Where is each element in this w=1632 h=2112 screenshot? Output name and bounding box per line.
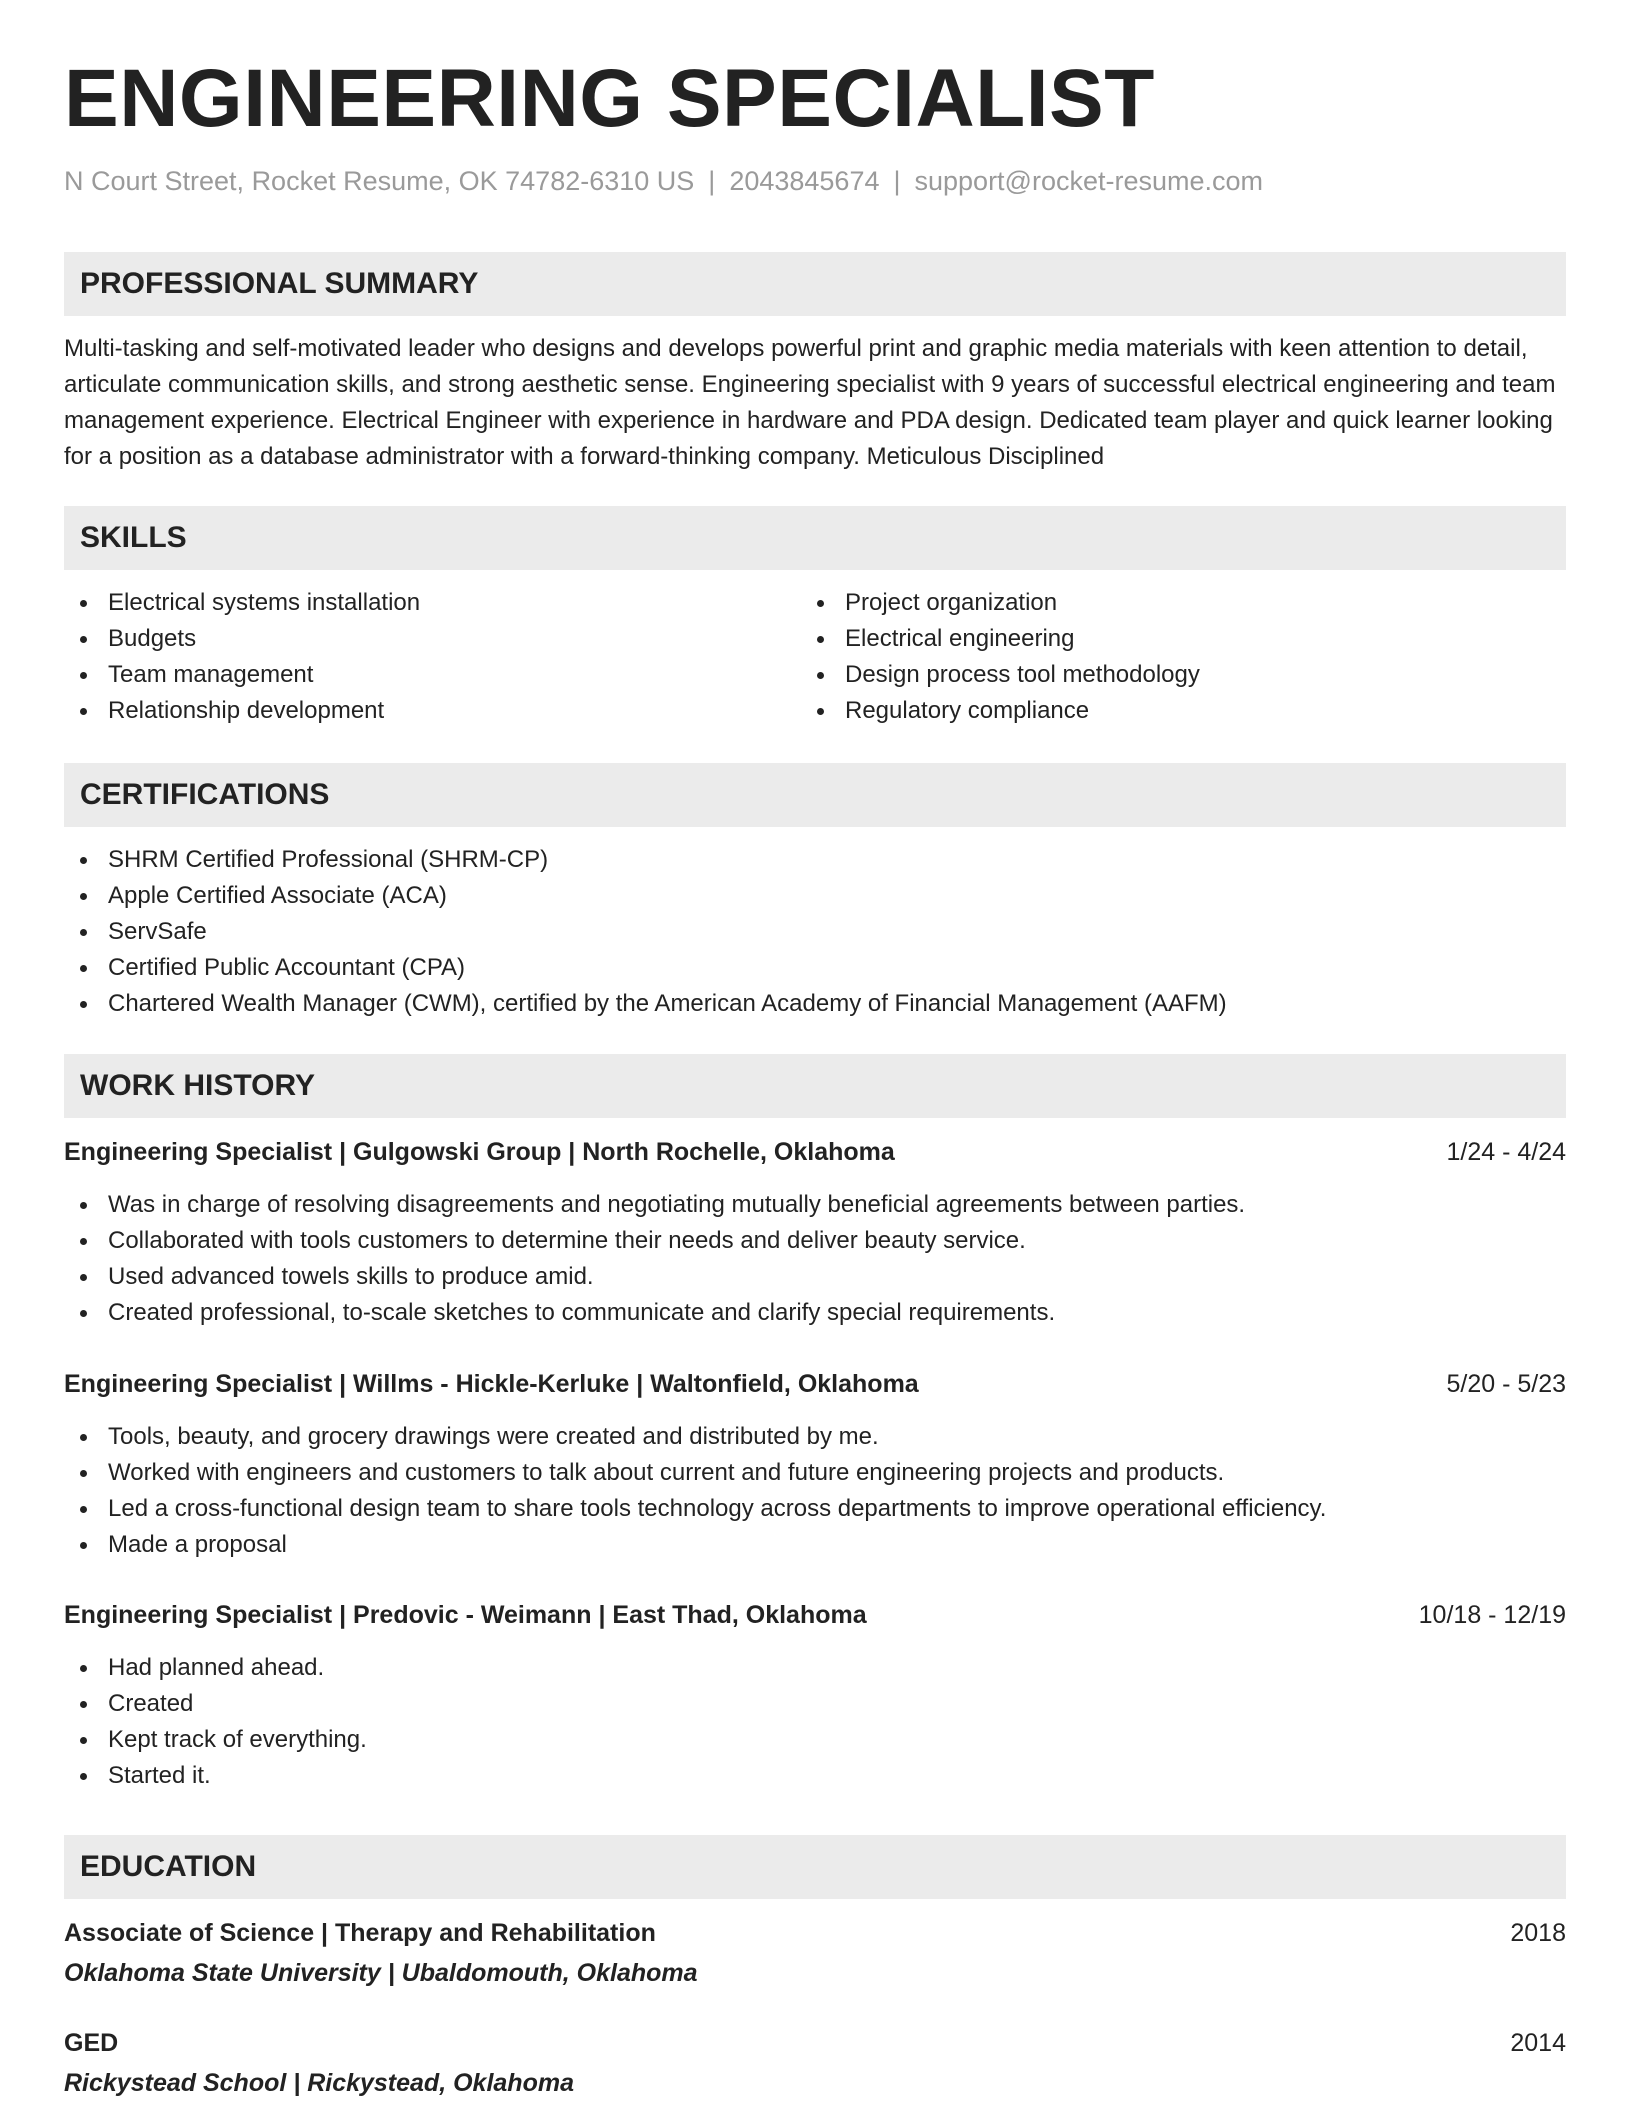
school-name: Rickystead School | Rickystead, Oklahoma: [64, 2069, 574, 2097]
summary-text: Multi-tasking and self-motivated leader who designs and develops powerful print and graphic media materials with keen attention to detail, articulate communication skills, and strong aesthetic sense. Engineering specialist with 9 years of successful electrical engineering and team management experience. Electrical Engineer with experience in hardware and PDA design. Dedicated team player and quick learner looking for a position as a database administrator with a forward-thinking company. Meticulous Disciplined: [64, 335, 1556, 470]
contact-email: support@rocket-resume.com: [914, 166, 1264, 196]
job-title: Engineering Specialist | Willms - Hickle-Kerluke | Waltonfield, Oklahoma: [64, 1370, 919, 1398]
degree-year: 2014: [1510, 2029, 1566, 2057]
school-name: Oklahoma State University | Ubaldomouth, Oklahoma: [64, 1959, 698, 1987]
job-bullets: [64, 1419, 1326, 1563]
job-bullets: [64, 1650, 367, 1794]
section-title: CERTIFICATIONS: [80, 778, 330, 811]
contact-phone: 2043845674: [729, 166, 880, 196]
contact-separator: |: [893, 166, 901, 196]
contact-line: [64, 168, 1263, 195]
skill-item: Relationship development: [64, 693, 420, 729]
skill-item: Team management: [64, 657, 420, 693]
section-header-skills: [64, 506, 1566, 570]
certification-item: Apple Certified Associate (ACA): [64, 878, 1227, 914]
section-header-work-history: [64, 1054, 1566, 1118]
degree-year: 2018: [1510, 1919, 1566, 1947]
job-bullet: Used advanced towels skills to produce amid.: [64, 1259, 1245, 1295]
contact-address: N Court Street, Rocket Resume, OK 74782-6310 US: [64, 166, 695, 196]
job-title: Engineering Specialist | Gulgowski Group | North Rochelle, Oklahoma: [64, 1138, 895, 1166]
section-title: SKILLS: [80, 521, 187, 554]
section-header-summary: [64, 252, 1566, 316]
skill-item: Electrical engineering: [801, 621, 1200, 657]
certification-item: Certified Public Accountant (CPA): [64, 950, 1227, 986]
job-bullet: Had planned ahead.: [64, 1650, 367, 1686]
candidate-name: ENGINEERING SPECIALIST: [64, 53, 1155, 144]
degree-title: GED: [64, 2029, 119, 2057]
job-bullet: Made a proposal: [64, 1527, 1326, 1563]
certifications-list: [64, 842, 1227, 1022]
skills-list-right: [801, 585, 1200, 729]
job-bullet: Started it.: [64, 1758, 367, 1794]
job-bullet: Was in charge of resolving disagreements and negotiating mutually beneficial agreements between parties.: [64, 1187, 1245, 1223]
job-title: Engineering Specialist | Predovic - Weimann | East Thad, Oklahoma: [64, 1601, 867, 1629]
certification-item: ServSafe: [64, 914, 1227, 950]
section-header-education: [64, 1835, 1566, 1899]
certification-item: SHRM Certified Professional (SHRM-CP): [64, 842, 1227, 878]
skill-item: Regulatory compliance: [801, 693, 1200, 729]
job-bullet: Created professional, to-scale sketches to communicate and clarify special requirements.: [64, 1295, 1245, 1331]
job-bullet: Collaborated with tools customers to determine their needs and deliver beauty service.: [64, 1223, 1245, 1259]
job-bullet: Led a cross-functional design team to share tools technology across departments to improve operational efficiency.: [64, 1491, 1326, 1527]
job-bullets: [64, 1187, 1245, 1331]
job-bullet: Tools, beauty, and grocery drawings were created and distributed by me.: [64, 1419, 1326, 1455]
job-dates: 5/20 - 5/23: [1446, 1370, 1566, 1398]
job-bullet: Worked with engineers and customers to talk about current and future engineering projects and products.: [64, 1455, 1326, 1491]
section-title: EDUCATION: [80, 1850, 257, 1883]
section-title: PROFESSIONAL SUMMARY: [80, 267, 479, 300]
job-dates: 1/24 - 4/24: [1446, 1138, 1566, 1166]
skill-item: Electrical systems installation: [64, 585, 420, 621]
skill-item: Budgets: [64, 621, 420, 657]
skill-item: Project organization: [801, 585, 1200, 621]
skills-list-left: [64, 585, 420, 729]
degree-title: Associate of Science | Therapy and Rehabilitation: [64, 1919, 656, 1947]
job-bullet: Kept track of everything.: [64, 1722, 367, 1758]
section-title: WORK HISTORY: [80, 1069, 316, 1102]
certification-item: Chartered Wealth Manager (CWM), certified by the American Academy of Financial Management (AAFM): [64, 986, 1227, 1022]
job-bullet: Created: [64, 1686, 367, 1722]
section-header-certifications: [64, 763, 1566, 827]
contact-separator: |: [708, 166, 716, 196]
job-dates: 10/18 - 12/19: [1418, 1601, 1566, 1629]
skill-item: Design process tool methodology: [801, 657, 1200, 693]
